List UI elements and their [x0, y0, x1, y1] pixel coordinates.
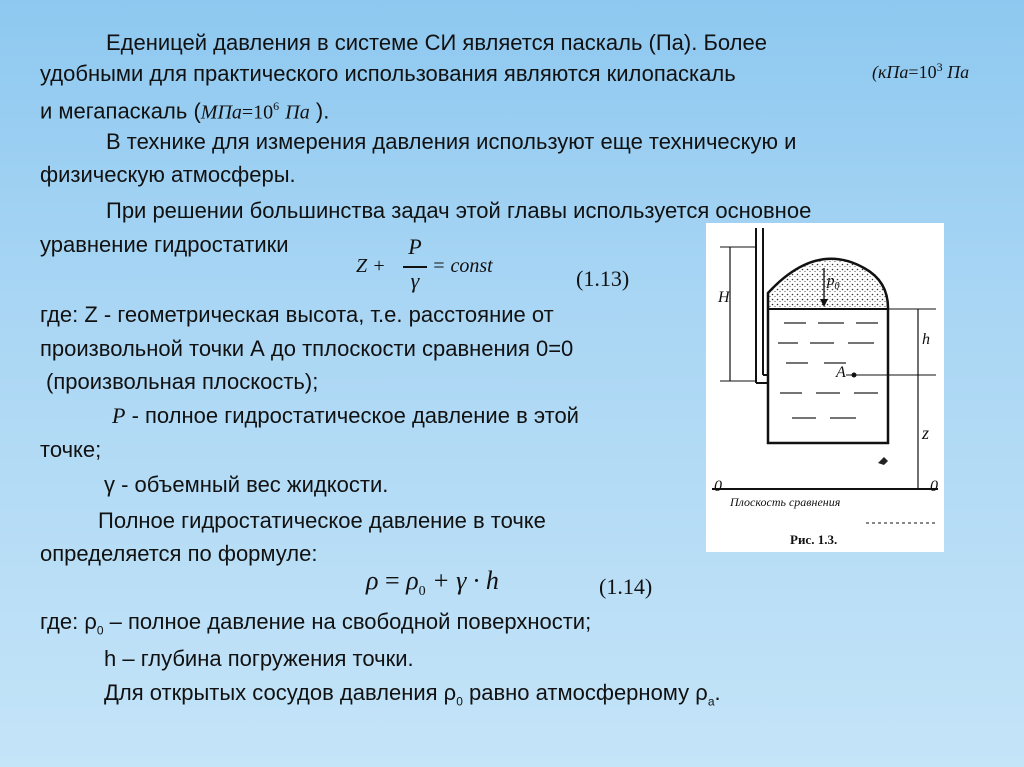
eq114-number: (1.14) — [599, 574, 653, 599]
kpa-open: ( — [872, 62, 878, 82]
kpa-exp: 3 — [936, 60, 943, 74]
eq114-rest: + γ · h — [432, 566, 499, 595]
mpa-eq: =10 — [241, 101, 274, 124]
fig-label-h: h — [922, 331, 930, 348]
eq114-sub0: 0 — [418, 584, 426, 600]
fig-label-p: p — [827, 273, 835, 289]
scratch-mark — [878, 457, 888, 465]
where1-line-3: (произвольная плоскость); — [46, 369, 319, 394]
where1-p-line — [112, 403, 579, 429]
mpa-unit: Па — [285, 101, 310, 124]
intro-l3-pre: и мегапаскаль ( — [40, 98, 201, 124]
kpa-eq: =10 — [908, 62, 937, 82]
where2-open-end: . — [714, 680, 721, 705]
where2-open-line — [104, 680, 721, 714]
fig-plane-caption: Плоскость сравнения — [730, 495, 841, 509]
where2-open-sub: 0 — [456, 694, 463, 709]
intro-line-3 — [40, 93, 329, 125]
where1-line-1: где: Z - геометрическая высота, т.е. расстояние от — [40, 302, 554, 327]
figure-1-3 — [706, 223, 944, 552]
fig-zero-right: 0 — [930, 478, 938, 495]
kpa-formula — [872, 60, 969, 83]
liquid-dashes — [778, 323, 878, 418]
where2-open-sub2: а — [707, 694, 715, 709]
atm-line-2: физическую атмосферы. — [40, 162, 296, 187]
fig-label-p-sub: 0 — [834, 281, 840, 292]
where1-p-symbol: P — [112, 403, 126, 428]
kpa-unit: Па — [947, 62, 970, 82]
hydro-line-1: При решении большинства задач этой главы используется основное — [106, 198, 812, 223]
eq113-numerator: P — [408, 234, 422, 259]
eq113-number: (1.13) — [576, 266, 630, 291]
intro-l3-post: ). — [315, 98, 330, 124]
eq113-denominator: γ — [410, 268, 420, 293]
where2-open-pre: Для открытых сосудов давления ρ — [104, 680, 457, 705]
full-line-1: Полное гидростатическое давление в точке — [98, 508, 546, 533]
eq114-eq: = — [384, 566, 400, 595]
where2-h-line: h – глубина погружения точки. — [104, 646, 414, 671]
kpa-lhs: кПа — [878, 62, 909, 82]
atm-line-1: В технике для измерения давления используют еще техническую и — [106, 129, 797, 154]
where2-open-mid: равно атмосферному ρ — [462, 680, 708, 705]
fig-caption: Рис. 1.3. — [790, 532, 838, 547]
point-A — [852, 373, 857, 378]
where1-line-2: произвольной точки А до тплоскости сравнения 0=0 — [40, 336, 574, 361]
eq113-z: Z + — [356, 255, 386, 277]
fig-label-H: H — [718, 289, 730, 306]
fig-label-z: z — [922, 423, 930, 443]
eq114-rho: ρ — [406, 566, 419, 595]
hydro-line-2: уравнение гидростатики — [40, 232, 289, 257]
where1-p-text: - полное гидростатическое давление в этой — [125, 403, 579, 428]
mpa-lhs: МПа — [200, 101, 242, 124]
where2-pre: где: ρ — [40, 609, 97, 634]
intro-line-2: удобными для практического использования являются килопаскаль — [40, 61, 736, 86]
fig-label-p0 — [827, 273, 840, 292]
mpa-exp: 6 — [273, 99, 280, 113]
where2-sub: 0 — [96, 623, 104, 638]
fig-zero-left: 0 — [714, 478, 722, 495]
where2-post: – полное давление на свободной поверхности; — [103, 609, 592, 634]
where1-gamma-line: γ - объемный вес жидкости. — [104, 472, 389, 497]
where2-line-1 — [40, 609, 591, 643]
eq114-lhs: ρ — [366, 566, 379, 595]
eq114 — [366, 566, 499, 600]
intro-line-1: Еденицей давления в системе СИ является паскаль (Па). Более — [106, 30, 767, 55]
where1-p-line-2: точке; — [40, 437, 102, 462]
fig-label-A: A — [836, 364, 846, 381]
eq113-rhs: = const — [432, 255, 493, 277]
full-line-2: определяется по формуле: — [40, 541, 318, 566]
